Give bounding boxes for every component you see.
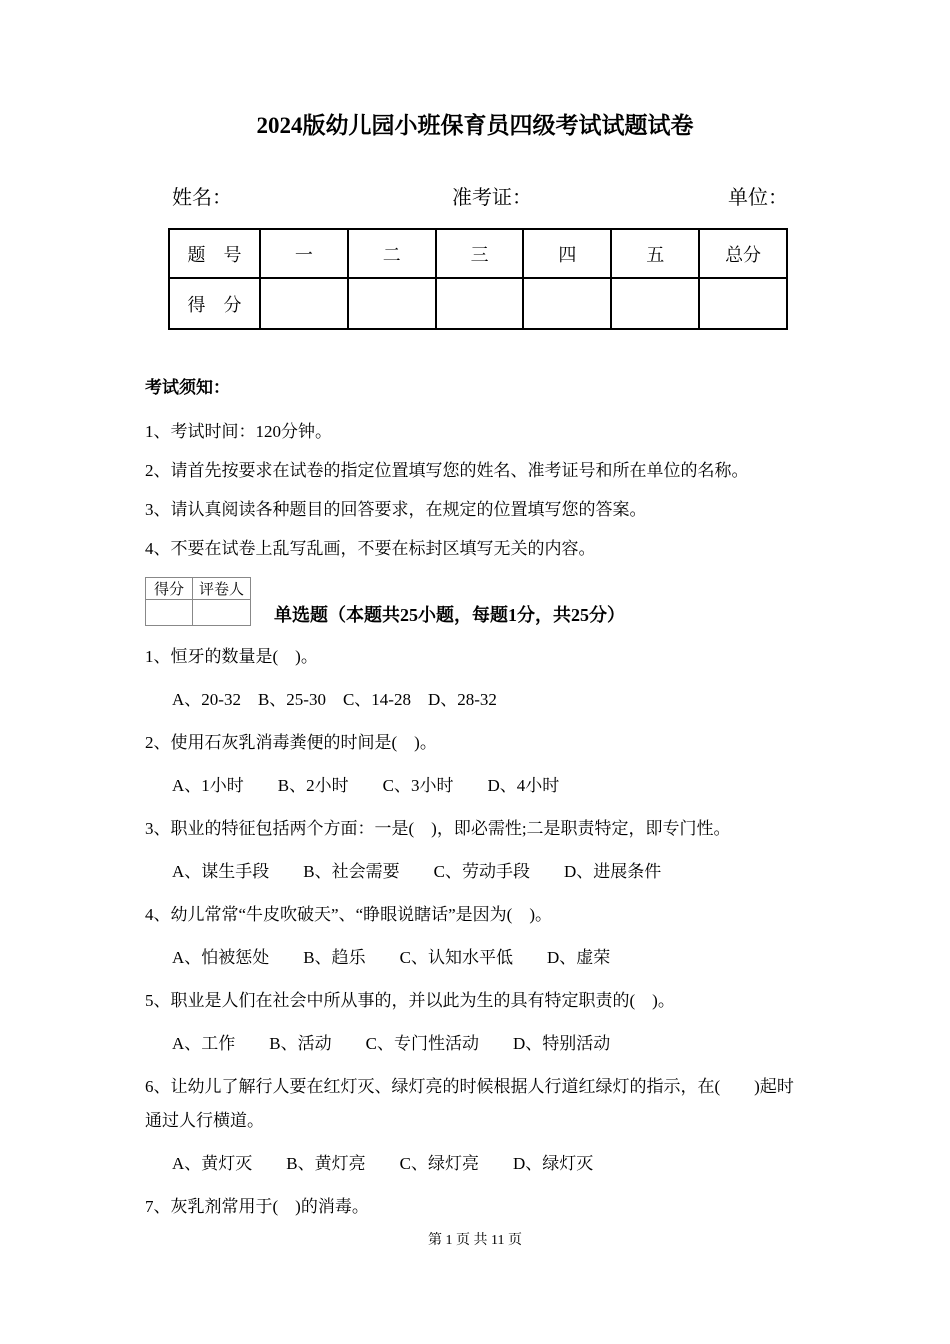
score-table-header-cell: 四 bbox=[523, 229, 611, 278]
candidate-info-row bbox=[0, 181, 950, 211]
score-table-header-cell: 五 bbox=[611, 229, 699, 278]
score-cell-empty bbox=[699, 278, 787, 329]
grader-box-score-label: 得分 bbox=[146, 578, 193, 600]
page-number-footer: 第 1 页 共 11 页 bbox=[428, 1233, 522, 1248]
grader-score-box bbox=[145, 577, 251, 626]
question-options: A、黄灯灭 B、黄灯亮 C、绿灯亮 D、绿灯灭 bbox=[172, 1154, 594, 1173]
score-table-header-cell: 题 号 bbox=[169, 229, 260, 278]
score-cell-empty bbox=[348, 278, 436, 329]
notice-item: 3、请认真阅读各种题目的回答要求，在规定的位置填写您的答案。 bbox=[145, 500, 647, 519]
question-text: 2、使用石灰乳消毒粪便的时间是( )。 bbox=[145, 733, 437, 752]
score-table-header-cell: 一 bbox=[260, 229, 348, 278]
question-text: 5、职业是人们在社会中所从事的，并以此为生的具有特定职责的( )。 bbox=[145, 991, 675, 1010]
questions-list bbox=[145, 640, 810, 1233]
score-table-header-row bbox=[169, 229, 787, 278]
score-table-score-row bbox=[169, 278, 787, 329]
question-options: A、1小时 B、2小时 C、3小时 D、4小时 bbox=[172, 776, 560, 795]
page-title: 2024版幼儿园小班保育员四级考试试题试卷 bbox=[256, 113, 694, 138]
question-options: A、工作 B、活动 C、专门性活动 D、特别活动 bbox=[172, 1034, 611, 1053]
name-field-label: 姓名： bbox=[172, 187, 232, 209]
question-options: A、谋生手段 B、社会需要 C、劳动手段 D、进展条件 bbox=[172, 862, 662, 881]
grader-box-header-row bbox=[146, 578, 251, 600]
question-text: 6、让幼儿了解行人要在红灯灭、绿灯亮的时候根据人行道红绿灯的指示，在( )起时通过人行横道。 bbox=[145, 1077, 794, 1130]
score-cell-empty bbox=[523, 278, 611, 329]
section-heading-single-choice: 单选题（本题共25小题，每题1分，共25分） bbox=[274, 605, 625, 625]
grader-box-grader-label: 评卷人 bbox=[193, 578, 251, 600]
grader-box-score-cell-empty bbox=[146, 600, 193, 626]
question-text: 1、恒牙的数量是( )。 bbox=[145, 647, 318, 666]
question-text: 4、幼儿常常“牛皮吹破天”、“睁眼说瞎话”是因为( )。 bbox=[145, 905, 553, 924]
score-row-label: 得 分 bbox=[169, 278, 260, 329]
question-options: A、20-32 B、25-30 C、14-28 D、28-32 bbox=[172, 690, 497, 709]
question-text: 7、灰乳剂常用于( )的消毒。 bbox=[145, 1197, 369, 1216]
score-cell-empty bbox=[436, 278, 524, 329]
score-table-header-cell: 二 bbox=[348, 229, 436, 278]
question-text: 3、职业的特征包括两个方面：一是( )，即必需性;二是职责特定，即专门性。 bbox=[145, 819, 731, 838]
grader-box-blank-row bbox=[146, 600, 251, 626]
score-table-header-cell: 总分 bbox=[699, 229, 787, 278]
grader-box-grader-cell-empty bbox=[193, 600, 251, 626]
admission-ticket-field-label: 准考证： bbox=[452, 187, 532, 209]
score-summary-table bbox=[168, 228, 788, 330]
exam-notice-heading: 考试须知： bbox=[145, 378, 230, 397]
notice-item: 1、考试时间：120分钟。 bbox=[145, 422, 332, 441]
score-table-header-cell: 三 bbox=[436, 229, 524, 278]
notice-item: 2、请首先按要求在试卷的指定位置填写您的姓名、准考证号和所在单位的名称。 bbox=[145, 461, 749, 480]
score-cell-empty bbox=[611, 278, 699, 329]
score-cell-empty bbox=[260, 278, 348, 329]
unit-field-label: 单位： bbox=[728, 187, 788, 209]
question-options: A、怕被惩处 B、趋乐 C、认知水平低 D、虚荣 bbox=[172, 948, 611, 967]
exam-notice-list bbox=[145, 415, 810, 571]
notice-item: 4、不要在试卷上乱写乱画，不要在标封区填写无关的内容。 bbox=[145, 539, 596, 558]
